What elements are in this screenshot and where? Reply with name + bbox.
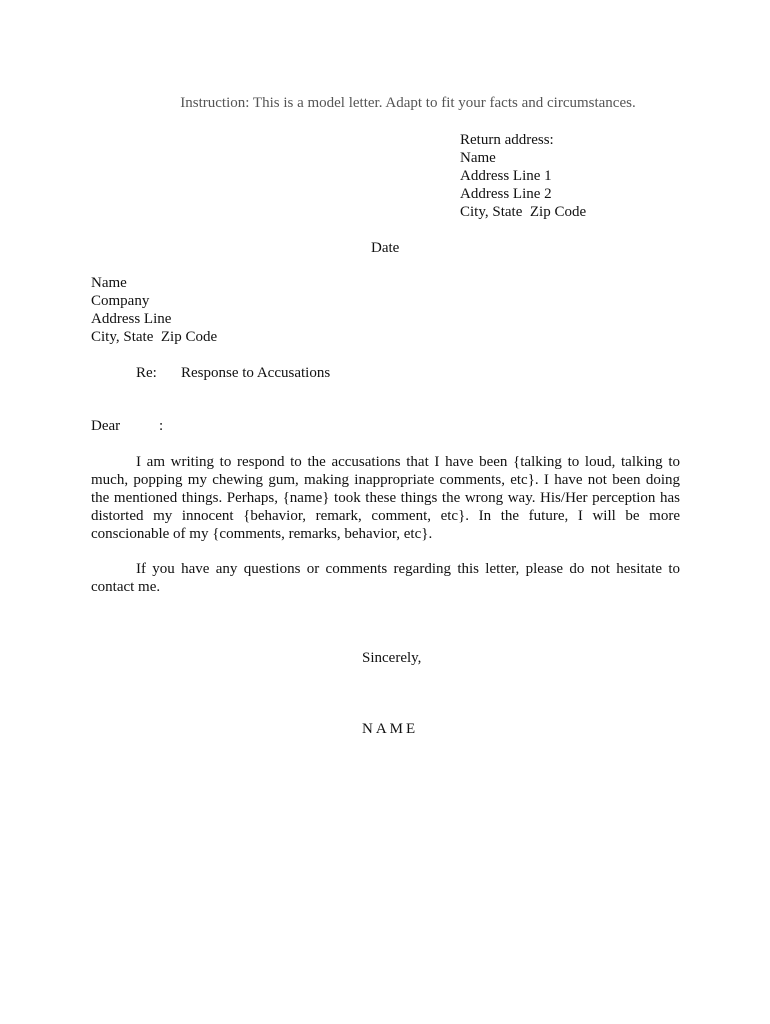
subject-label: Re: (136, 365, 157, 381)
recipient-company: Company (91, 293, 150, 309)
return-address-block (460, 131, 586, 221)
return-address-line-1: Address Line 1 (460, 168, 552, 184)
recipient-city: City, State Zip Code (91, 329, 218, 345)
instruction-note: Instruction: This is a model letter. Adapt to fit your facts and circumstances. (180, 95, 636, 111)
return-address-city: City, State Zip Code (460, 204, 587, 220)
closing: Sincerely, (362, 650, 422, 666)
salutation-punct: : (159, 418, 164, 434)
recipient-address: Address Line (91, 311, 172, 327)
recipient-block (91, 274, 217, 346)
subject-line (136, 364, 330, 382)
recipient-name: Name (91, 275, 127, 291)
return-address-heading: Return address: (460, 132, 554, 148)
salutation (91, 417, 163, 435)
letter-date: Date (371, 240, 400, 256)
signature-name: NAME (362, 721, 419, 737)
body-paragraph-2-text: If you have any questions or comments regarding this letter, please do not hesitate to contact me. (91, 561, 680, 595)
body-paragraph-1-text: I am writing to respond to the accusations that I have been {talking to loud, talking to much, popping my chewing gum, making inappropriate comments, etc}. I have not been doing the mentioned things. Perhaps, {name} took these things the wrong way. His/Her perception has distorted my innocent {behavior, remark, comment, etc}. In the future, I will be more conscionable of my {comments, remarks, behavior, etc}. (91, 454, 680, 542)
subject-text: Response to Accusations (181, 365, 331, 381)
salutation-word: Dear (91, 418, 121, 434)
body-paragraph-1 (91, 453, 680, 543)
return-address-line-2: Address Line 2 (460, 186, 552, 202)
body-paragraph-2 (91, 560, 680, 596)
return-address-name: Name (460, 150, 496, 166)
